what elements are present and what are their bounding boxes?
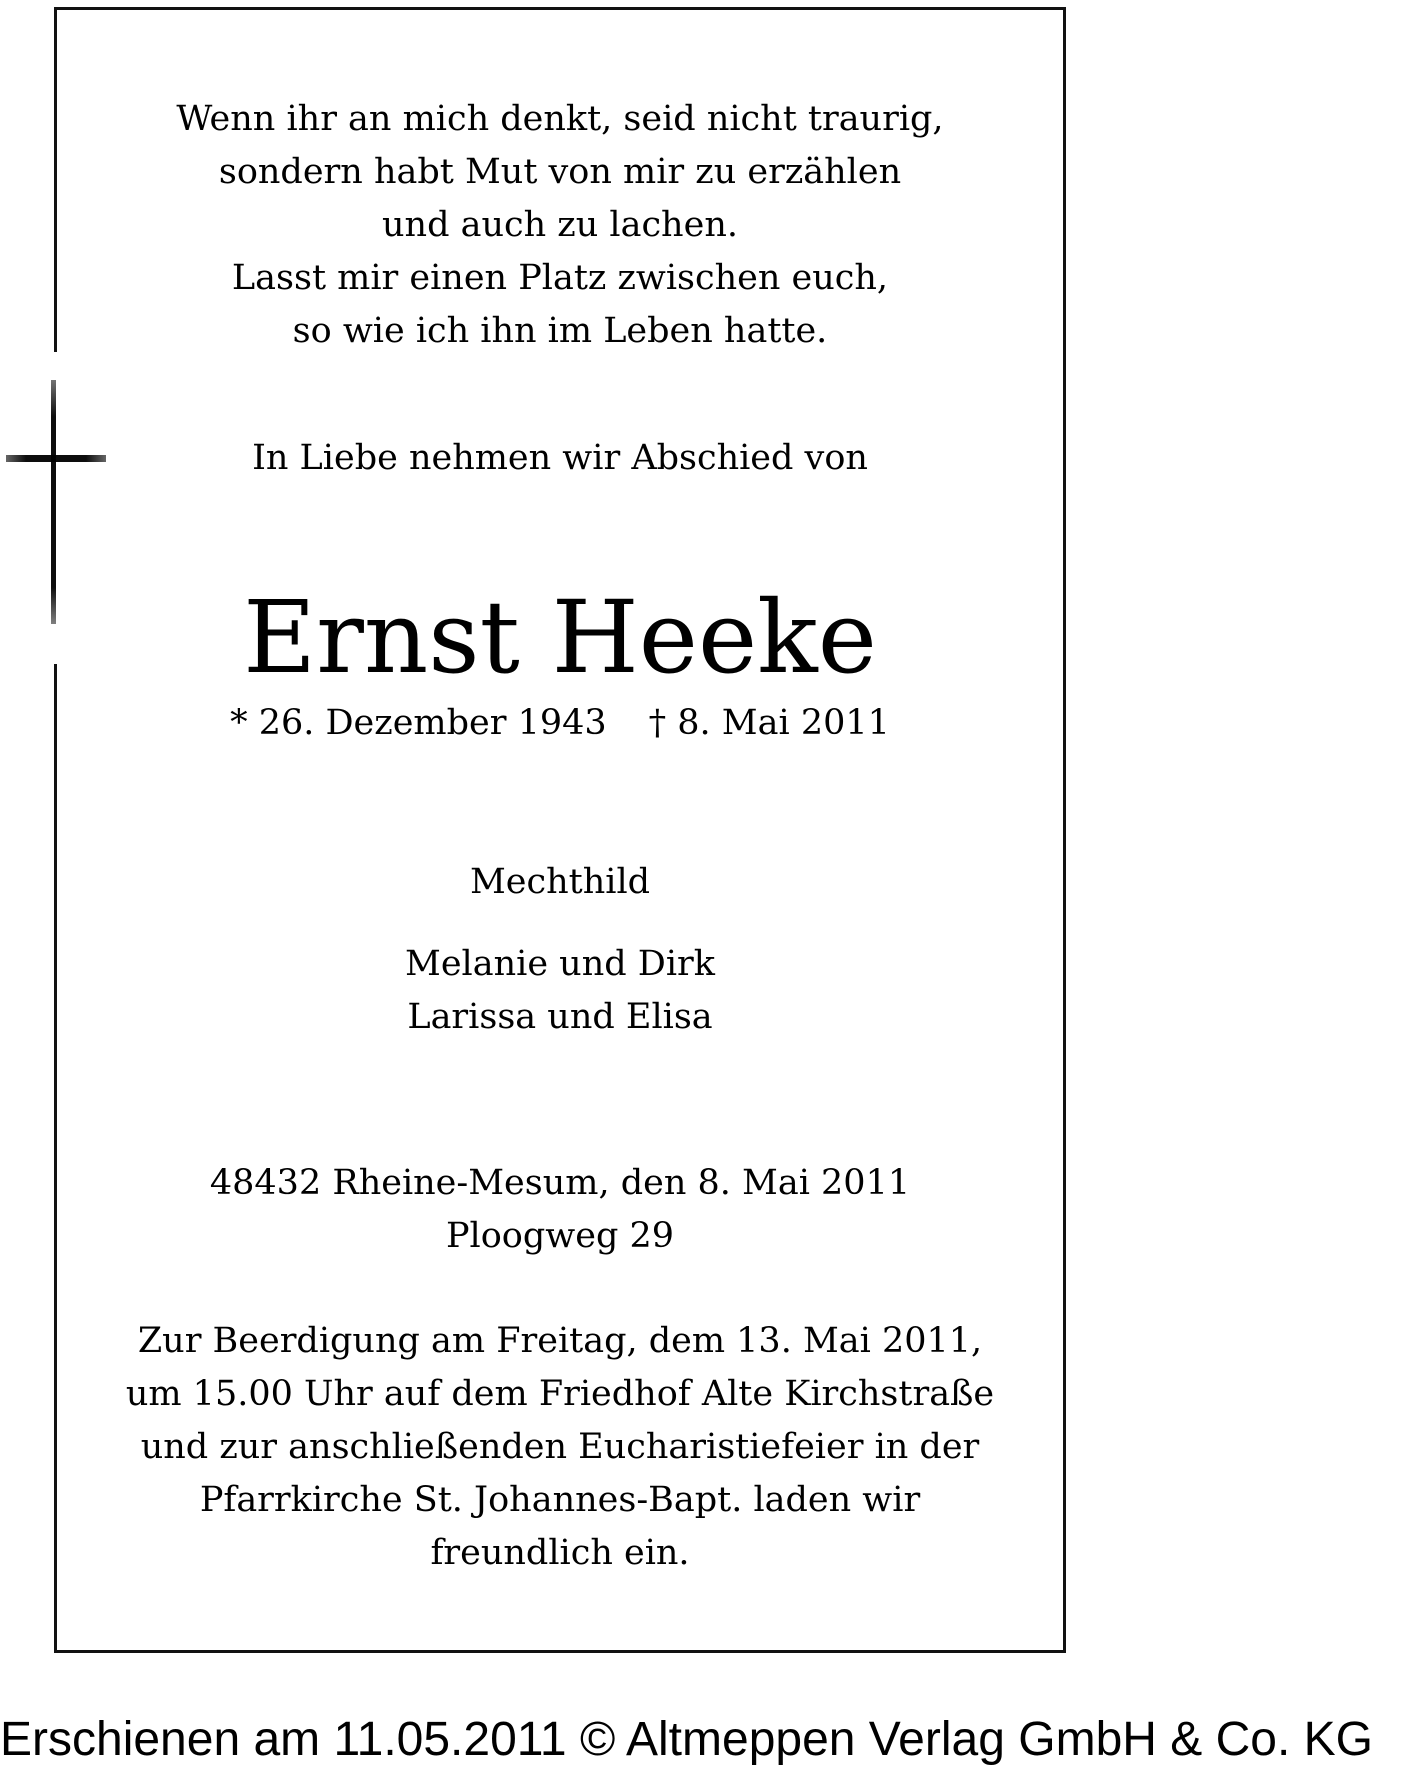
funeral-line: um 15.00 Uhr auf dem Friedhof Alte Kirchstraße: [125, 1374, 995, 1414]
spouse-name: Mechthild: [469, 862, 651, 902]
family-members: [57, 938, 1063, 1044]
address-line: Ploogweg 29: [445, 1216, 675, 1256]
cross-vertical-beam: [51, 380, 56, 624]
publication-footer: Erschienen am 11.05.2011 © Altmeppen Verlag GmbH & Co. KG: [0, 1713, 1373, 1766]
family-member: Melanie und Dirk: [405, 944, 715, 984]
funeral-line: Pfarrkirche St. Johannes-Bapt. laden wir: [199, 1480, 921, 1520]
verse-line: Lasst mir einen Platz zwischen euch,: [231, 258, 889, 298]
life-dates: [57, 697, 1063, 750]
birth-date: * 26. Dezember 1943: [230, 703, 607, 743]
deceased-name: Ernst Heeke: [243, 579, 877, 696]
verse-line: so wie ich ihn im Leben hatte.: [292, 311, 828, 351]
memorial-verse: [57, 93, 1063, 358]
funeral-line: und zur anschließenden Eucharistiefeier in der: [140, 1427, 980, 1467]
farewell-line: In Liebe nehmen wir Abschied von: [252, 438, 868, 478]
funeral-line: Zur Beerdigung am Freitag, dem 13. Mai 2011,: [137, 1321, 983, 1361]
verse-line: und auch zu lachen.: [382, 205, 738, 245]
family-member: Larissa und Elisa: [407, 997, 713, 1037]
address-line: 48432 Rheine-Mesum, den 8. Mai 2011: [209, 1163, 911, 1203]
address-block: [57, 1157, 1063, 1263]
funeral-notice: [57, 1315, 1063, 1580]
verse-line: Wenn ihr an mich denkt, seid nicht traurig,: [176, 99, 944, 139]
verse-line: sondern habt Mut von mir zu erzählen: [218, 152, 902, 192]
funeral-line: freundlich ein.: [430, 1533, 690, 1573]
death-date: † 8. Mai 2011: [648, 703, 890, 743]
